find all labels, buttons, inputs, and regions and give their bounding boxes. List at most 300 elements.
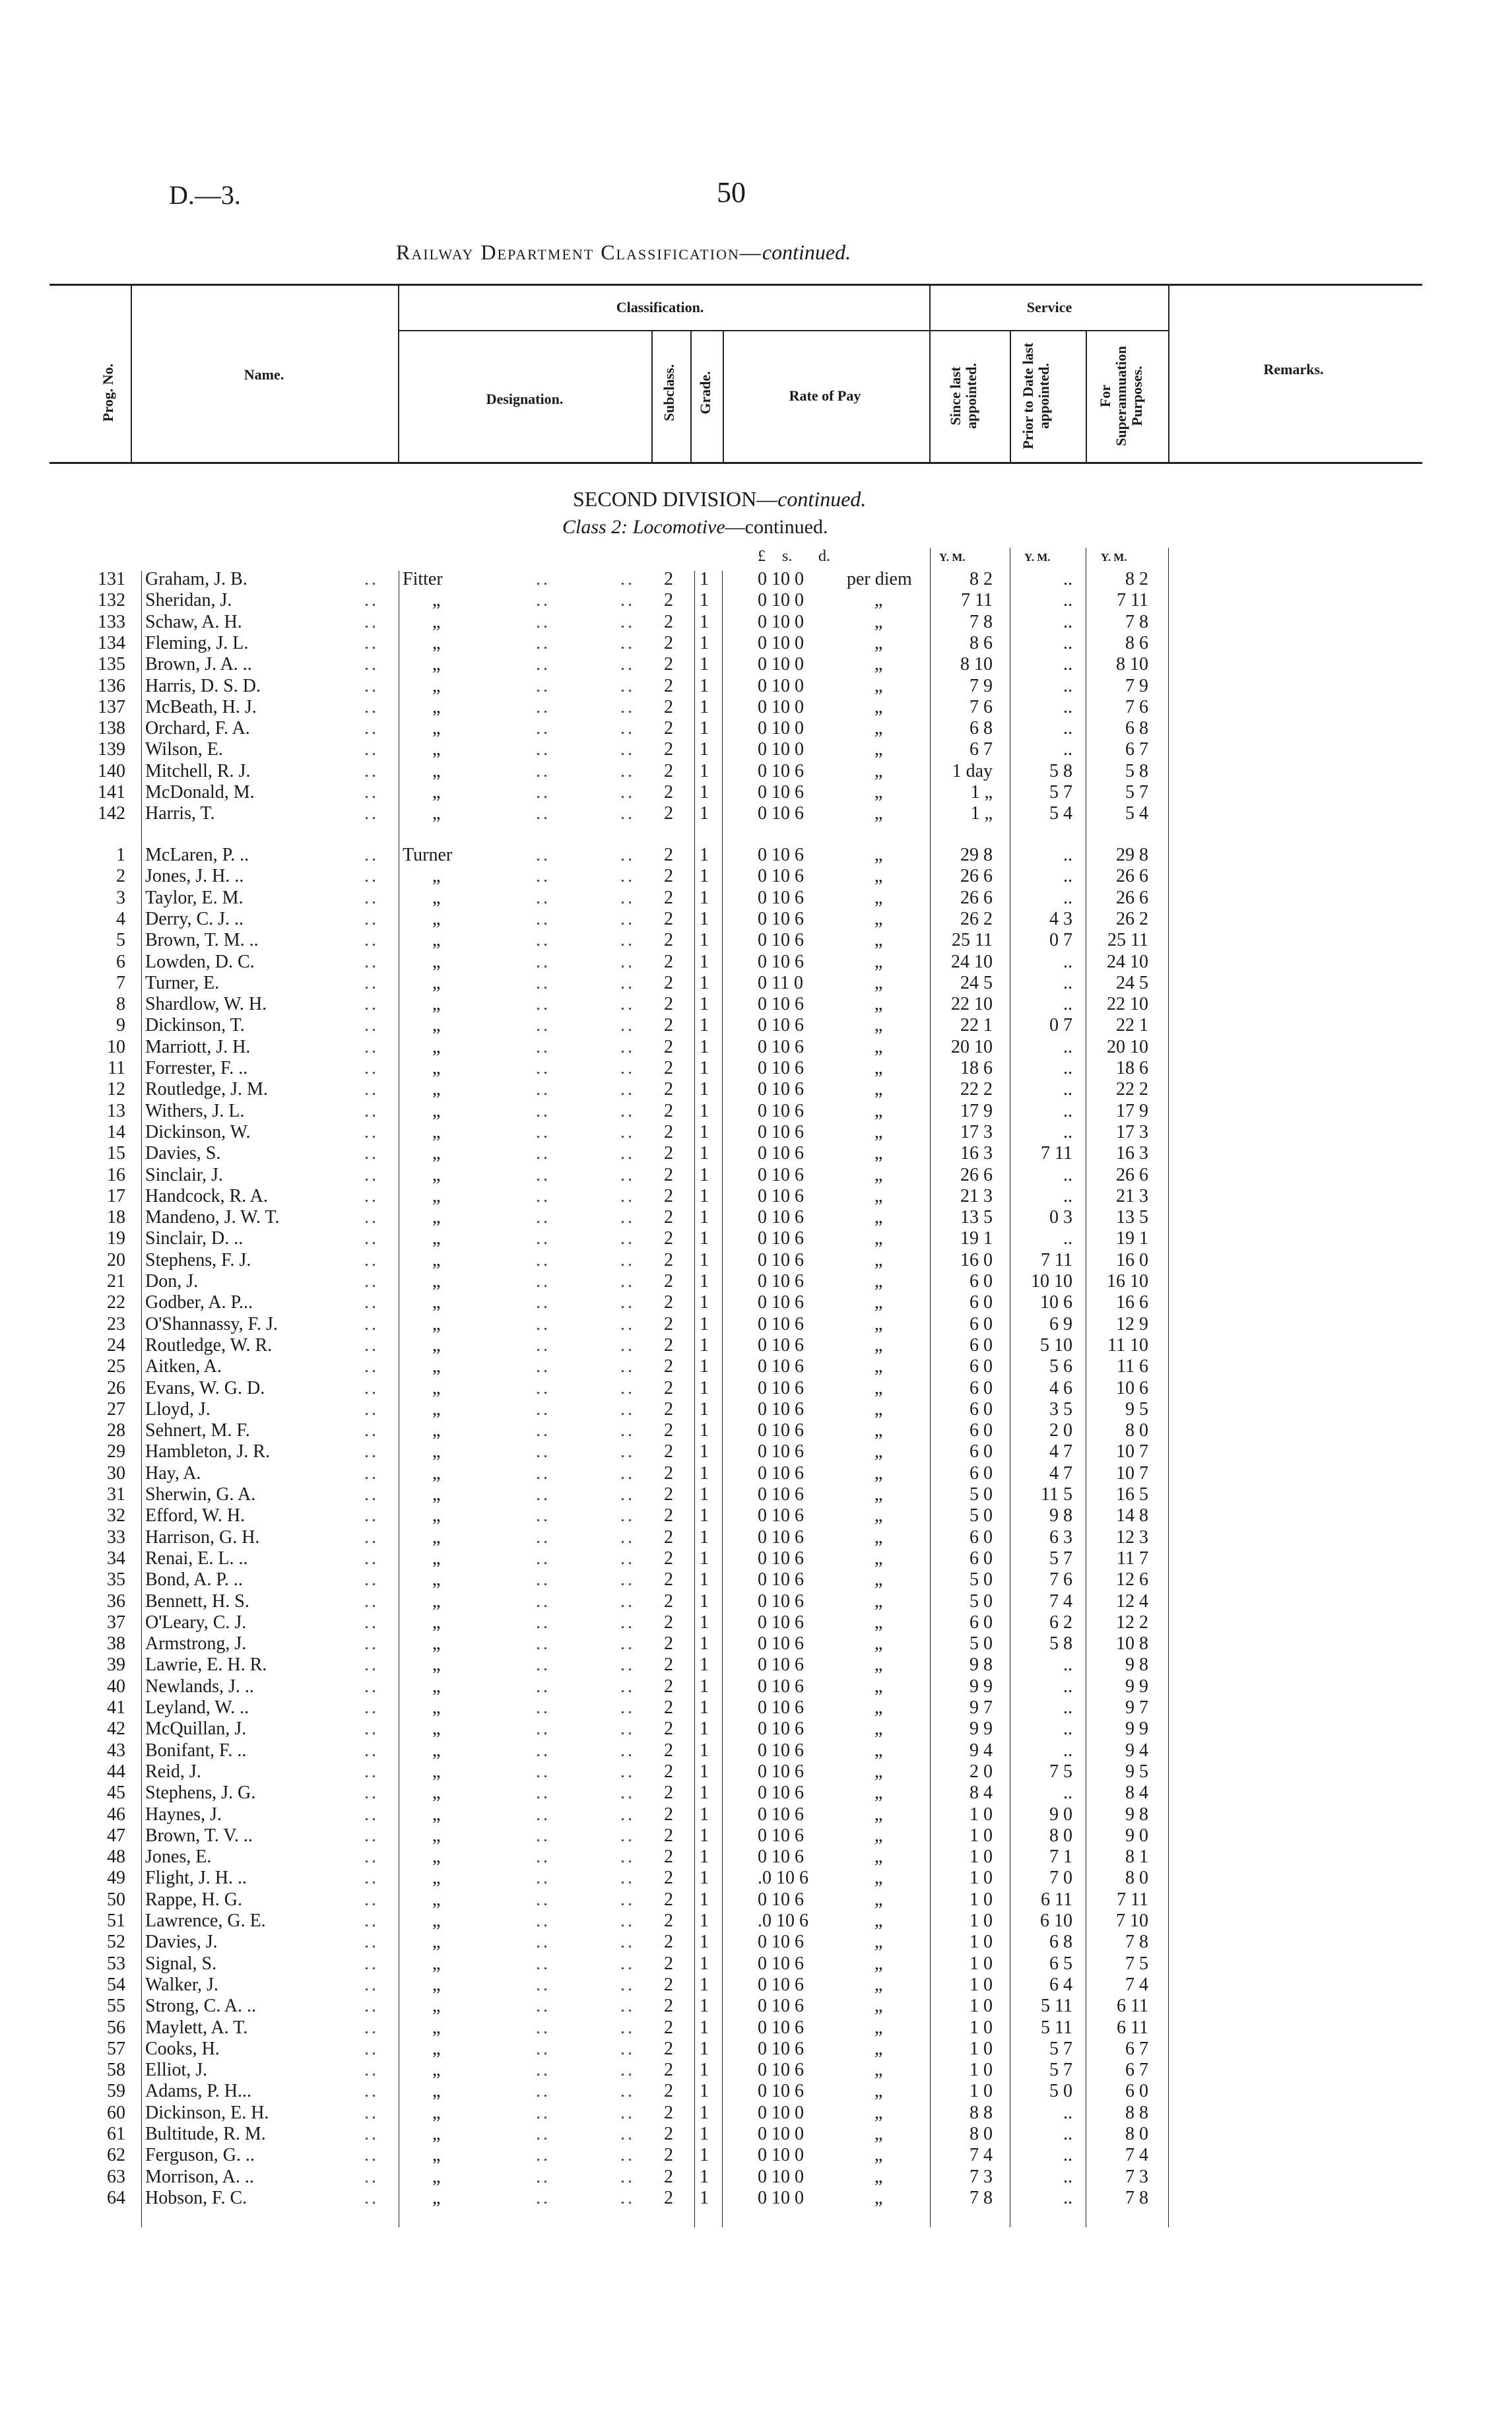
- table-row: [0, 1037, 1512, 1058]
- designation-cell: „: [432, 1271, 441, 1292]
- rate-period-cell: „: [874, 845, 883, 865]
- grade-cell: 1: [700, 1783, 709, 1804]
- name-cell: Bonifant, F. ..: [145, 1740, 247, 1761]
- rate-cell: 0 10 6: [758, 1313, 804, 1334]
- rate-cell: 0 10 6: [758, 2017, 804, 2038]
- super-cell: 7 4: [1125, 2145, 1148, 2166]
- prog-no-cell: 134: [98, 632, 125, 653]
- leader-dots: ..: [364, 1953, 379, 1974]
- subclass-cell: 2: [664, 1590, 673, 1612]
- leader-dots: ..: [620, 1719, 635, 1740]
- prior-cell: ..: [1063, 1121, 1072, 1142]
- header-name: Name.: [244, 366, 284, 383]
- rate-cell: 0 10 6: [758, 1100, 804, 1121]
- table-row: [0, 2017, 1512, 2039]
- rate-cell: 0 10 0: [758, 2145, 804, 2166]
- leader-dots: ..: [536, 632, 550, 653]
- rate-period-cell: „: [874, 1079, 883, 1100]
- grade-cell: 1: [700, 1121, 709, 1142]
- col-divider: [723, 331, 724, 463]
- prior-cell: 4 7: [1049, 1462, 1072, 1484]
- grade-cell: 1: [700, 696, 709, 717]
- leader-dots: ..: [536, 1505, 550, 1526]
- super-cell: 7 8: [1125, 611, 1148, 632]
- since-cell: 26 6: [960, 887, 993, 908]
- prog-no-cell: 63: [107, 2166, 125, 2187]
- designation-cell: „: [432, 1868, 441, 1889]
- prior-cell: ..: [1063, 1164, 1072, 1185]
- grade-cell: 1: [700, 1719, 709, 1740]
- super-cell: 25 11: [1107, 930, 1148, 951]
- since-cell: 1 0: [970, 1804, 993, 1825]
- leader-dots: ..: [364, 803, 379, 824]
- subclass-cell: 2: [664, 2081, 673, 2102]
- grade-cell: 1: [700, 2166, 709, 2187]
- name-cell: Cooks, H.: [145, 2038, 220, 2059]
- leader-dots: ..: [364, 760, 379, 781]
- prog-no-cell: 26: [107, 1377, 125, 1398]
- designation-cell: „: [432, 1697, 441, 1718]
- prog-no-cell: 61: [107, 2124, 125, 2144]
- designation-cell: „: [432, 1974, 441, 1995]
- prog-no-cell: 32: [107, 1505, 125, 1526]
- rate-cell: 0 10 6: [758, 1569, 804, 1590]
- rate-cell: 0 10 6: [758, 1654, 804, 1676]
- since-cell: 6 0: [970, 1292, 993, 1313]
- super-cell: 7 10: [1116, 1911, 1148, 1931]
- grade-cell: 1: [700, 1740, 709, 1761]
- rate-cell: 0 10 6: [758, 1462, 804, 1484]
- leader-dots: ..: [620, 1207, 635, 1228]
- leader-dots: ..: [620, 1036, 635, 1057]
- rate-cell: 0 11 0: [758, 972, 803, 993]
- designation-cell: Turner: [403, 845, 453, 865]
- designation-cell: „: [432, 590, 441, 611]
- rate-cell: 0 10 6: [758, 1015, 804, 1036]
- prior-cell: ..: [1063, 1697, 1072, 1718]
- since-cell: 9 9: [970, 1719, 993, 1740]
- since-cell: 17 9: [960, 1100, 993, 1121]
- grade-cell: 1: [700, 2060, 709, 2081]
- grade-cell: 1: [700, 654, 709, 675]
- leader-dots: ..: [536, 1719, 550, 1740]
- leader-dots: ..: [620, 1185, 635, 1206]
- rate-period-cell: „: [874, 1612, 883, 1633]
- grade-cell: 1: [700, 994, 709, 1015]
- prior-cell: 5 10: [1040, 1334, 1072, 1356]
- since-cell: 1 0: [970, 2017, 993, 2038]
- leader-dots: ..: [620, 1932, 635, 1953]
- rate-cell: 0 10 6: [758, 1036, 804, 1057]
- since-cell: 8 2: [970, 569, 993, 589]
- name-cell: Haynes, J.: [145, 1804, 222, 1825]
- rate-cell: 0 10 6: [758, 1932, 804, 1953]
- super-cell: 5 8: [1125, 760, 1148, 781]
- prog-no-cell: 132: [98, 590, 125, 611]
- leader-dots: ..: [536, 1249, 550, 1270]
- leader-dots: ..: [620, 569, 635, 589]
- leader-dots: ..: [536, 1804, 550, 1825]
- subclass-cell: 2: [664, 1079, 673, 1100]
- prior-cell: ..: [1063, 1185, 1072, 1206]
- prior-cell: ..: [1063, 887, 1072, 908]
- super-cell: 9 8: [1125, 1804, 1148, 1825]
- designation-cell: „: [432, 611, 441, 632]
- since-cell: 2 0: [970, 1761, 993, 1782]
- name-cell: Lawrie, E. H. R.: [145, 1654, 267, 1676]
- leader-dots: ..: [620, 1612, 635, 1633]
- prog-no-cell: 28: [107, 1420, 125, 1441]
- rate-period-cell: „: [874, 2102, 883, 2123]
- designation-cell: „: [432, 1079, 441, 1100]
- unit-shillings: s.: [782, 548, 793, 565]
- subclass-cell: 2: [664, 1058, 673, 1078]
- prog-no-cell: 64: [107, 2187, 125, 2208]
- leader-dots: ..: [620, 845, 635, 865]
- subclass-cell: 2: [664, 887, 673, 908]
- leader-dots: ..: [536, 1420, 550, 1441]
- prior-cell: 6 11: [1041, 1889, 1072, 1910]
- name-cell: O'Leary, C. J.: [145, 1612, 247, 1633]
- leader-dots: ..: [536, 1377, 550, 1398]
- subclass-cell: 2: [664, 1334, 673, 1356]
- rate-period-cell: „: [874, 1697, 883, 1718]
- prior-cell: 5 11: [1041, 2017, 1072, 2038]
- leader-dots: ..: [364, 1719, 379, 1740]
- leader-dots: ..: [536, 654, 550, 675]
- table-row: [0, 782, 1512, 803]
- since-cell: 1 0: [970, 1996, 993, 2017]
- leader-dots: ..: [620, 1441, 635, 1462]
- grade-cell: 1: [700, 1569, 709, 1590]
- rate-cell: 0 10 0: [758, 2187, 804, 2208]
- header-bottom-rule: [49, 462, 1422, 464]
- subclass-cell: 2: [664, 654, 673, 675]
- leader-dots: ..: [364, 590, 379, 611]
- since-cell: 7 6: [970, 696, 993, 717]
- table-row: [0, 2039, 1512, 2060]
- rate-cell: 0 10 6: [758, 2038, 804, 2059]
- subclass-cell: 2: [664, 1825, 673, 1846]
- leader-dots: ..: [364, 1740, 379, 1761]
- leader-dots: ..: [364, 1334, 379, 1356]
- super-cell: 16 10: [1107, 1271, 1148, 1292]
- leader-dots: ..: [620, 1804, 635, 1825]
- leader-dots: ..: [364, 1420, 379, 1441]
- header-since-last: Since last appointed.: [947, 363, 979, 429]
- designation-cell: „: [432, 1633, 441, 1654]
- subclass-cell: 2: [664, 2038, 673, 2059]
- col-divider: [690, 331, 692, 463]
- leader-dots: ..: [620, 1292, 635, 1313]
- table-row: [0, 1015, 1512, 1036]
- table-row: [0, 994, 1512, 1015]
- header-service: Service: [1026, 299, 1072, 315]
- rate-cell: 0 10 6: [758, 1783, 804, 1804]
- subclass-cell: 2: [664, 1292, 673, 1313]
- prog-no-cell: 9: [116, 1015, 125, 1036]
- since-cell: 6 0: [970, 1462, 993, 1484]
- prog-no-cell: 29: [107, 1441, 125, 1462]
- rate-period-cell: „: [874, 1292, 883, 1313]
- table-row: [0, 1697, 1512, 1719]
- grade-cell: 1: [700, 2102, 709, 2123]
- super-cell: 8 0: [1125, 2124, 1148, 2144]
- table-row: [0, 1335, 1512, 1356]
- prior-cell: ..: [1063, 1654, 1072, 1676]
- since-cell: 24 10: [951, 951, 993, 972]
- prior-cell: 5 6: [1049, 1356, 1072, 1377]
- prior-cell: ..: [1063, 611, 1072, 632]
- grade-cell: 1: [700, 1249, 709, 1270]
- subclass-cell: 2: [664, 1356, 673, 1377]
- grade-cell: 1: [700, 1420, 709, 1441]
- leader-dots: ..: [620, 1825, 635, 1846]
- leader-dots: ..: [364, 1783, 379, 1804]
- designation-cell: „: [432, 1164, 441, 1185]
- leader-dots: ..: [536, 908, 550, 929]
- leader-dots: ..: [364, 1889, 379, 1910]
- table-row: [0, 845, 1512, 866]
- table-row: [0, 1378, 1512, 1399]
- rate-cell: 0 10 6: [758, 1058, 804, 1078]
- leader-dots: ..: [536, 1036, 550, 1057]
- rate-cell: 0 10 6: [758, 1207, 804, 1228]
- since-cell: 19 1: [960, 1228, 993, 1249]
- page-title-main: Railway Department Classification—: [396, 240, 762, 264]
- leader-dots: ..: [620, 1697, 635, 1718]
- prior-cell: 0 7: [1049, 1015, 1072, 1036]
- prog-no-cell: 59: [107, 2081, 125, 2102]
- since-cell: 8 10: [960, 654, 993, 675]
- designation-cell: „: [432, 1036, 441, 1057]
- prior-cell: 0 3: [1049, 1207, 1072, 1228]
- section-title-suffix: continued.: [777, 487, 867, 511]
- prog-no-cell: 22: [107, 1292, 125, 1313]
- prog-no-cell: 47: [107, 1825, 125, 1846]
- grade-cell: 1: [700, 1868, 709, 1889]
- grade-cell: 1: [700, 845, 709, 865]
- name-cell: Jones, E.: [145, 1847, 212, 1868]
- rate-period-cell: „: [874, 2124, 883, 2144]
- leader-dots: ..: [536, 1164, 550, 1185]
- leader-dots: ..: [364, 1036, 379, 1057]
- rate-period-cell: „: [874, 1633, 883, 1654]
- grade-cell: 1: [700, 1526, 709, 1548]
- prog-no-cell: 18: [107, 1207, 125, 1228]
- since-cell: 1 „: [970, 803, 993, 824]
- rate-period-cell: „: [874, 1377, 883, 1398]
- rate-cell: 0 10 6: [758, 1825, 804, 1846]
- grade-cell: 1: [700, 1441, 709, 1462]
- leader-dots: ..: [536, 2145, 550, 2166]
- leader-dots: ..: [536, 1697, 550, 1718]
- rate-period-cell: „: [874, 1719, 883, 1740]
- leader-dots: ..: [364, 675, 379, 696]
- leader-dots: ..: [536, 972, 550, 993]
- grade-cell: 1: [700, 1462, 709, 1484]
- prog-no-cell: 39: [107, 1654, 125, 1676]
- class-heading: [562, 516, 828, 539]
- prog-no-cell: 45: [107, 1783, 125, 1804]
- leader-dots: ..: [620, 1974, 635, 1995]
- leader-dots: ..: [364, 1911, 379, 1931]
- subclass-cell: 2: [664, 2017, 673, 2038]
- rate-cell: 0 10 6: [758, 866, 804, 887]
- rate-cell: 0 10 6: [758, 1164, 804, 1185]
- table-row: [0, 1165, 1512, 1186]
- designation-cell: „: [432, 1719, 441, 1740]
- since-cell: 6 0: [970, 1356, 993, 1377]
- prior-cell: 6 8: [1049, 1932, 1072, 1953]
- designation-cell: „: [432, 1804, 441, 1825]
- class-name: Locomotive: [632, 516, 725, 538]
- grade-cell: 1: [700, 2187, 709, 2208]
- table-row: [0, 2081, 1512, 2102]
- leader-dots: ..: [364, 1612, 379, 1633]
- since-cell: 8 0: [970, 2124, 993, 2144]
- subclass-cell: 2: [664, 1143, 673, 1164]
- table-row: [0, 612, 1512, 633]
- prog-no-cell: 49: [107, 1868, 125, 1889]
- leader-dots: ..: [536, 1058, 550, 1078]
- name-cell: Don, J.: [145, 1271, 199, 1292]
- prior-cell: 5 11: [1041, 1996, 1072, 2017]
- grade-cell: 1: [700, 972, 709, 993]
- prog-no-cell: 44: [107, 1761, 125, 1782]
- rate-period-cell: „: [874, 1804, 883, 1825]
- rate-period-cell: „: [874, 2166, 883, 2187]
- subclass-cell: 2: [664, 2124, 673, 2144]
- rate-period-cell: „: [874, 1526, 883, 1548]
- leader-dots: ..: [536, 1484, 550, 1505]
- rate-period-cell: „: [874, 1740, 883, 1761]
- table-row: [0, 633, 1512, 654]
- prog-no-cell: 8: [116, 994, 125, 1015]
- subclass-cell: 2: [664, 1804, 673, 1825]
- super-cell: 7 11: [1117, 1889, 1148, 1910]
- grade-cell: 1: [700, 1953, 709, 1974]
- leader-dots: ..: [364, 1228, 379, 1249]
- designation-cell: „: [432, 1249, 441, 1270]
- name-cell: Bond, A. P. ..: [145, 1569, 243, 1590]
- grade-cell: 1: [700, 1804, 709, 1825]
- since-cell: 1 0: [970, 2081, 993, 2102]
- prior-cell: 7 11: [1041, 1249, 1072, 1270]
- prog-no-cell: 30: [107, 1462, 125, 1484]
- rate-cell: 0 10 6: [758, 1228, 804, 1249]
- leader-dots: ..: [536, 739, 550, 760]
- leader-dots: ..: [364, 1356, 379, 1377]
- designation-cell: „: [432, 2038, 441, 2059]
- prior-cell: ..: [1063, 569, 1072, 589]
- leader-dots: ..: [364, 2102, 379, 2123]
- designation-cell: „: [432, 1462, 441, 1484]
- super-cell: 7 9: [1125, 675, 1148, 696]
- prior-cell: 3 5: [1049, 1398, 1072, 1420]
- prior-cell: ..: [1063, 675, 1072, 696]
- designation-cell: „: [432, 1569, 441, 1590]
- prog-no-cell: 46: [107, 1804, 125, 1825]
- since-cell: 16 0: [960, 1249, 993, 1270]
- leader-dots: ..: [536, 1612, 550, 1633]
- leader-dots: ..: [620, 1633, 635, 1654]
- leader-dots: ..: [364, 611, 379, 632]
- prog-no-cell: 140: [98, 760, 125, 781]
- rate-period-cell: „: [874, 1847, 883, 1868]
- super-cell: 5 4: [1125, 803, 1148, 824]
- leader-dots: ..: [364, 1164, 379, 1185]
- super-cell: 18 6: [1116, 1058, 1148, 1078]
- since-cell: 22 2: [960, 1079, 993, 1100]
- table-row: [0, 676, 1512, 697]
- grade-cell: 1: [700, 1505, 709, 1526]
- prog-no-cell: 56: [107, 2017, 125, 2038]
- designation-cell: „: [432, 718, 441, 739]
- name-cell: Harrison, G. H.: [145, 1526, 260, 1548]
- leader-dots: ..: [620, 2081, 635, 2102]
- leader-dots: ..: [536, 1889, 550, 1910]
- super-cell: 29 8: [1116, 845, 1148, 865]
- name-cell: Davies, J.: [145, 1932, 218, 1953]
- super-cell: 11 6: [1117, 1356, 1148, 1377]
- designation-cell: „: [432, 1932, 441, 1953]
- grade-cell: 1: [700, 1612, 709, 1633]
- leader-dots: ..: [536, 1185, 550, 1206]
- super-cell: 13 5: [1116, 1207, 1148, 1228]
- header-prior-to-date: Prior to Date last appointed.: [1020, 343, 1052, 449]
- super-cell: 12 2: [1116, 1612, 1148, 1633]
- name-cell: Davies, S.: [145, 1143, 221, 1164]
- super-cell: 8 0: [1125, 1420, 1148, 1441]
- unit-ym-since: Y. M.: [939, 551, 966, 564]
- leader-dots: ..: [364, 866, 379, 887]
- leader-dots: ..: [536, 1740, 550, 1761]
- prog-no-cell: 21: [107, 1271, 125, 1292]
- designation-cell: „: [432, 1334, 441, 1356]
- rate-cell: 0 10 6: [758, 1271, 804, 1292]
- leader-dots: ..: [536, 590, 550, 611]
- prog-no-cell: 37: [107, 1612, 125, 1633]
- rate-period-cell: „: [874, 1676, 883, 1697]
- prog-no-cell: 4: [116, 908, 125, 929]
- rate-cell: 0 10 6: [758, 1249, 804, 1270]
- leader-dots: ..: [536, 1100, 550, 1121]
- leader-dots: ..: [536, 866, 550, 887]
- since-cell: 25 11: [952, 930, 993, 951]
- leader-dots: ..: [536, 1462, 550, 1484]
- since-cell: 5 0: [970, 1484, 993, 1505]
- rate-cell: 0 10 0: [758, 611, 804, 632]
- leader-dots: ..: [364, 2038, 379, 2059]
- name-cell: Dickinson, T.: [145, 1015, 245, 1036]
- designation-cell: „: [432, 972, 441, 993]
- leader-dots: ..: [364, 994, 379, 1015]
- rate-cell: 0 10 6: [758, 845, 804, 865]
- name-cell: Routledge, J. M.: [145, 1079, 268, 1100]
- prior-cell: ..: [1063, 2145, 1072, 2166]
- grade-cell: 1: [700, 1228, 709, 1249]
- super-cell: 9 7: [1125, 1697, 1148, 1718]
- super-cell: 17 3: [1116, 1121, 1148, 1142]
- prog-no-cell: 31: [107, 1484, 125, 1505]
- leader-dots: ..: [364, 1484, 379, 1505]
- super-cell: 10 7: [1116, 1441, 1148, 1462]
- grade-cell: 1: [700, 1654, 709, 1676]
- prior-cell: ..: [1063, 1058, 1072, 1078]
- grade-cell: 1: [700, 1633, 709, 1654]
- super-cell: 9 8: [1125, 1654, 1148, 1676]
